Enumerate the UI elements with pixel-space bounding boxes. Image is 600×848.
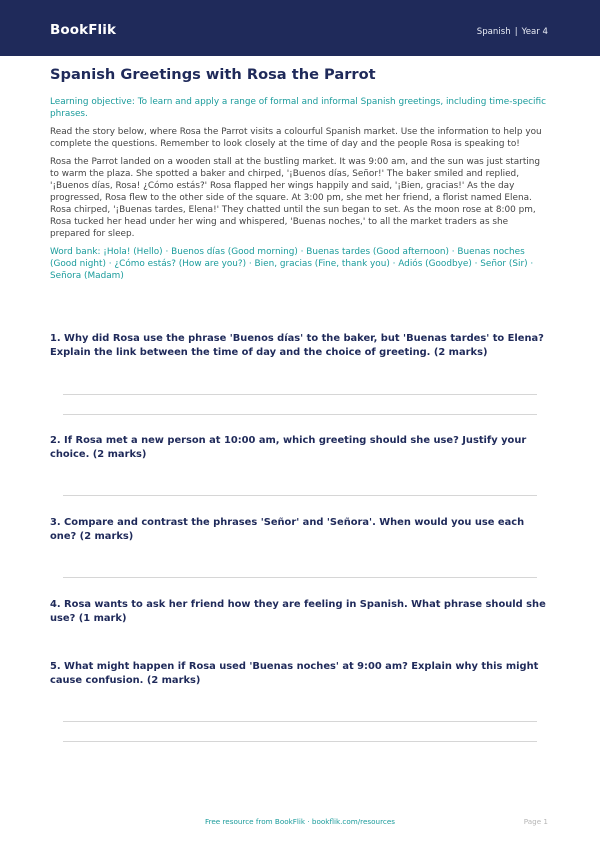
header-meta	[477, 26, 548, 38]
question-5: 5. What might happen if Rosa used 'Buenas noches' at 9:00 am? Explain why this might cause confusion. (2 marks)	[50, 661, 539, 686]
question-4: 4. Rosa wants to ask her friend how they are feeling in Spanish. What phrase should she use? (1 mark)	[50, 599, 546, 624]
question-3: 3. Compare and contrast the phrases 'Señor' and 'Señora'. When would you use each one? (2 marks)	[50, 517, 525, 542]
subject-label: Spanish	[476, 27, 511, 37]
answer-line[interactable]	[63, 721, 537, 722]
learning-objective: Learning objective: To learn and apply a range of formal and informal Spanish greetings, including time-specific phrases.	[50, 97, 546, 119]
brand-logo: BookFlik	[50, 22, 117, 38]
question-2: 2. If Rosa met a new person at 10:00 am, which greeting should she use? Justify your choice. (2 marks)	[50, 435, 527, 460]
footer-credit: Free resource from BookFlik · bookflik.com/resources	[204, 817, 396, 826]
word-bank: Word bank: ¡Hola! (Hello) · Buenos días (Good morning) · Buenas tardes (Good afternoon) · Buenas noches (Good night) · ¿Cómo estás? (How are you?) · Bien, gracias (Fine, thank you) · Adiós (Goodbye) · Señor (Sir) · Señora (Madam)	[50, 247, 534, 282]
page-header	[0, 0, 600, 56]
answer-line[interactable]	[63, 414, 537, 415]
page-number: Page 1	[523, 817, 548, 826]
instructions-paragraph: Read the story below, where Rosa the Parrot visits a colourful Spanish market. Use the information to help you complete the questions. Remember to look closely at the time of day and the people Rosa is speaking to!	[50, 127, 542, 149]
answer-line[interactable]	[63, 495, 537, 496]
meta-separator: |	[514, 27, 518, 37]
page-title: Spanish Greetings with Rosa the Parrot	[50, 66, 376, 83]
year-label: Year 4	[521, 27, 548, 37]
worksheet-intro	[50, 66, 550, 283]
answer-line[interactable]	[63, 741, 537, 742]
question-1: 1. Why did Rosa use the phrase 'Buenos días' to the baker, but 'Buenas tardes' to Elena? Explain the link between the time of day and the choice of greeting. (2 marks)	[50, 333, 544, 358]
story-paragraph: Rosa the Parrot landed on a wooden stall at the bustling market. It was 9:00 am, and the sun was just starting to warm the plaza. She spotted a baker and chirped, '¡Buenos días, Señor!' The baker smiled and replied, '¡Buenos días, Rosa! ¿Cómo estás?' Rosa flapped her wings happily and said, '¡Bien, gracias!' As the day progressed, Rosa flew to the other side of the square. At 3:00 pm, she met her friend, a florist named Elena. Rosa chirped, '¡Buenas tardes, Elena!' They chatted until the sun began to set. As the moon rose at 8:00 pm, Rosa tucked her head under her wing and whispered, 'Buenas noches,' to all the market traders as she prepared for sleep.	[50, 157, 541, 239]
answer-line[interactable]	[63, 577, 537, 578]
page-footer	[0, 817, 600, 829]
answer-line[interactable]	[63, 394, 537, 395]
